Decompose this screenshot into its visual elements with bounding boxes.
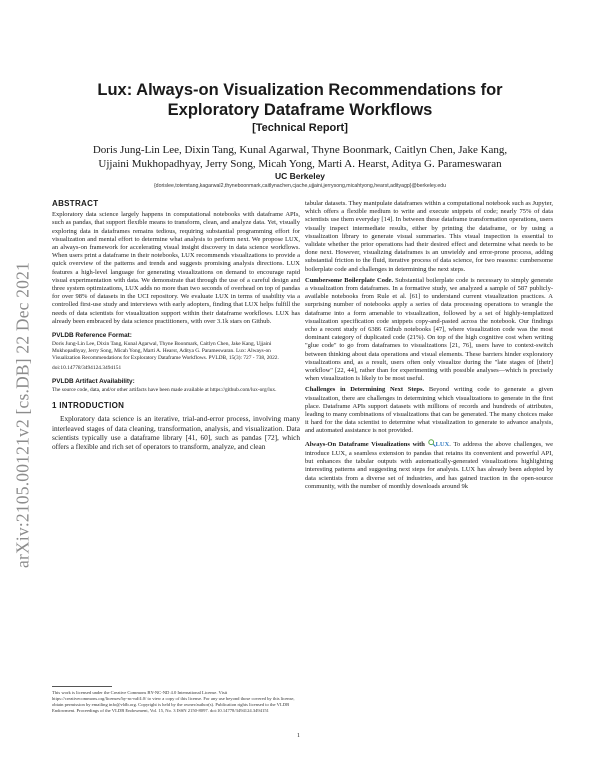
license-footnote: This work is licensed under the Creative Commons BY-NC-ND 4.0 International License. Visit https://creativecommons.org/licenses/by-nc-nd/4.0/ to view a copy of this license. For any use beyond those covered by this license, obtain permission by emailing info@vldb.org. Copyright is held by the owner/author(s). Publication rights licensed to the VLDB Endowment. Proceedings of the VLDB Endowment, Vol. 15, No. 3 ISSN 2150-8097. doi:10.14778/3494124.3494151 [52, 690, 295, 713]
abstract-heading: ABSTRACT [52, 199, 99, 208]
reference-format-text: Doris Jung-Lin Lee, Dixin Tang, Kunal Agarwal, Thyne Boonmark, Caitlyn Chen, Jake Kang, Ujjaini Mukhopadhyay, Jerry Song, Micah Yong, Marti A. Hearst, Aditya G. Parameswaran. Lux: Always-on Visualization Recommendations for Exploratory Dataframe Workflows. PVLDB, 15(3): 727 - 738, 2022. [52, 341, 279, 362]
paper-subtitle: [Technical Report] [252, 122, 348, 134]
next-steps-text: Beyond writing code to generate a given visualization, there are challenges in determining which visualizations to generate in the first place. Dataframe APIs support datasets with millions of records and hundreds of attributes, leading to many combinations of visualizations that can be generated. The many choices make it hard for the data scientist to determine what visualization to generate to advance analysis, and automated assistance is not provided. [305, 386, 553, 435]
arxiv-stamp [3, 215, 43, 615]
left-column [52, 200, 300, 455]
author-emails: {dorislee,totemtang,kagarwal2,thyneboonmark,caitlynachen,cjache,ujjaini,jerrysong,micahtyong,hearst,adityagp}@berkeley.edu [153, 183, 447, 189]
reference-format-heading: PVLDB Reference Format: [52, 332, 132, 340]
affiliation: UC Berkeley [274, 171, 326, 181]
always-on-heading: Always-On Dataframe Visualizations with [305, 440, 425, 448]
boilerplate-text: Substantial boilerplate code is necessary to simply generate a visualization from dataframes. In a formative study, we analyzed a sample of 587 publicly-available notebooks from Rule et al. [61] to understand current visualization practices. A surprising number of notebooks apply a series of data processing operations to wrangle the dataframe into a form amenable to visualization, followed by a set of highly-templatized visualization specification code snippets copy-and-pasted across the notebook. Our findings echo a recent study of 6386 Github notebooks [47], where visualization code was the most dominant category of duplicated code (21%). On top of the high cognitive cost when writing "glue code" to go from dataframes to visualizations [21, 76], users have to context-switch between thinking about data operations and visual elements. These barriers hinder exploratory visualizations and, as a result, users often only visualize during the "late stages of [their] workflow" [22, 44], rather than for experimenting with possible analyses—which is precisely when visualization is likely to be most useful. [305, 276, 553, 383]
abstract-text: Exploratory data science largely happens in computational notebooks with dataframe APIs, such as pandas, that support flexible means to transform, clean, and analyze data. Yet, visually exploring data in dataframes remains tedious, requiring substantial programming effort for visualization and mental effort to determine what analysis to perform next. We propose LUX, an always-on framework for accelerating visual insight discovery in data science workflows. When users print a dataframe in their notebooks, LUX recommends visualizations to provide a quick overview of the patterns and trends and suggests promising analysis directions. LUX features a high-level language for generating visualizations on demand to encourage rapid visual experimentation with data. We demonstrate that through the use of a careful design and three system optimizations, LUX adds no more than two seconds of overhead on top of pandas for over 98% of datasets in the UCI repository. We evaluate LUX in terms of usability via a controlled first-use study and interviews with early adopters, finding that LUX helps fulfill the needs of data scientists for visualization support within their dataframe workflows. LUX has already been embraced by data science practitioners, with over 3.1k stars on Github. [52, 211, 300, 325]
right-paragraph-1: tabular datasets. They manipulate dataframes within a computational notebook such as Jupyter, which offers a flexible medium to write and execute snippets of code; nearly 75% of data scientists use them everyday [14]. In between these dataframe transformation operations, users visually inspect intermediate results, either by printing the dataframe, or by using a visualization library to generate visual summaries. This visual inspection is essential to validate whether the prior operations had their desired effect and determine what needs to be done next. However, visualizing dataframes is an unwieldy and error-prone process, adding substantial friction to the fluid, iterative process of data science, for two reasons: cumbersome boilerplate code and challenges in determining the next steps. [305, 200, 553, 273]
author-list: Doris Jung-Lin Lee, Dixin Tang, Kunal Agarwal, Thyne Boonmark, Caitlyn Chen, Jake Kang, Ujjaini Mukhopadhyay, Jerry Song, Micah Yong, Marti A. Hearst, Aditya G. Parameswaran [92, 144, 508, 170]
boilerplate-heading: Cumbersome Boilerplate Code. [305, 276, 394, 284]
reference-doi: doi:10.14778/3494124.3494151 [52, 364, 122, 371]
lux-logo-icon [428, 439, 436, 450]
footnote-rule [52, 686, 112, 687]
always-on-text: To address the above challenges, we introduce LUX, a seamless extension to pandas that retains its convenient and powerful API, but enhances the tabular outputs with automatically-generated visualizations highlighting interesting patterns and suggesting next steps for analysis. LUX has already been adopted by data scientists from a diverse set of industries, and has gained traction in the open-source community, with the number of monthly downloads around 9k [305, 440, 554, 490]
right-column: tabular datasets. They manipulate dataframes within a computational notebook such as Jupyter, which offers a flexible medium to write and execute snippets of code; nearly 75% of data scientists use them everyday [14]. In between these dataframe transformation operations, users visually inspect intermediate results, either by printing the dataframe, or by using a visualization library to generate visual summaries. This visual inspection is essential to validate whether the prior operations had their desired effect and determine what needs to be done next. However, visualizing dataframes is an unwieldy and error-prone process, adding substantial friction to the fluid, iterative process of data science, for two reasons: cumbersome boilerplate code and challenges in determining the next steps. Cumbersome Boilerplate Code. Substantial boilerplate code is necessary to simply generate a visualization from dataframes. In a formative study, we analyzed a sample of 587 publicly-available notebooks from Rule et al. [61] to understand current visualization practices. A surprising number of notebooks apply a series of data processing operations to wrangle the dataframe into a form amenable to visualization, followed by a set of highly-templatized visualization specification code snippets copy-and-pasted across the notebook. Our findings echo a recent study of 6386 Github notebooks [47], where visualization code was the most dominant category of duplicated code (21%). On top of the high cognitive cost when writing "glue code" to go from dataframes to visualizations [21, 76], users have to context-switch between thinking about data operations and visual elements. These barriers hinder exploratory visualizations and, as a result, users often only visualize during the "late stages of [their] workflow" [22, 44], rather than for experimenting with possible analyses—which is precisely when visualization is likely to be most useful. Challenges in Determining Next Steps. Beyond writing code to generate a given visualization, there are challenges in determining which visualizations to generate in the first place. Dataframe APIs support datasets with millions of records and hundreds of attributes, leading to many combinations of visualizations that can be generated. The many choices make it hard for the data scientist to determine what visualization to generate to advance analysis, and automated assistance is not provided. Always-On Dataframe Visualizations with LUX. To address the above challenges, we introduce LUX, a seamless extension to pandas that retains its convenient and powerful API, but enhances the tabular outputs with automatically-generated visualizations highlighting interesting patterns and suggesting next steps for analysis. LUX has already been adopted by data scientists from a diverse set of industries, and has gained traction in the open-source community, with the number of monthly downloads around 9k [305, 200, 554, 490]
introduction-text: Exploratory data science is an iterative, trial-and-error process, involving many interleaved stages of data cleaning, transformation, analysis, and visualization. Data scientists typically use a dataframe library [41, 60], such as pandas [72], which offers a flexible and rich set of operators to transform, analyze, and clean [52, 414, 300, 452]
artifact-heading: PVLDB Artifact Availability: [52, 377, 135, 385]
introduction-heading: 1 INTRODUCTION [52, 400, 125, 410]
paper-title: Lux: Always-on Visualization Recommendations for Exploratory Dataframe Workflows [97, 81, 503, 119]
page-number: 1 [297, 733, 300, 739]
artifact-text: The source code, data, and/or other artifacts have been made available at https://github.com/lux-org/lux. [52, 387, 277, 394]
next-steps-heading: Challenges in Determining Next Steps. [305, 386, 425, 394]
arxiv-stamp-text: arXiv:2105.00121v2 [cs.DB] 22 Dec 2021 [12, 261, 33, 569]
lux-logo-text: LUX [435, 440, 450, 448]
